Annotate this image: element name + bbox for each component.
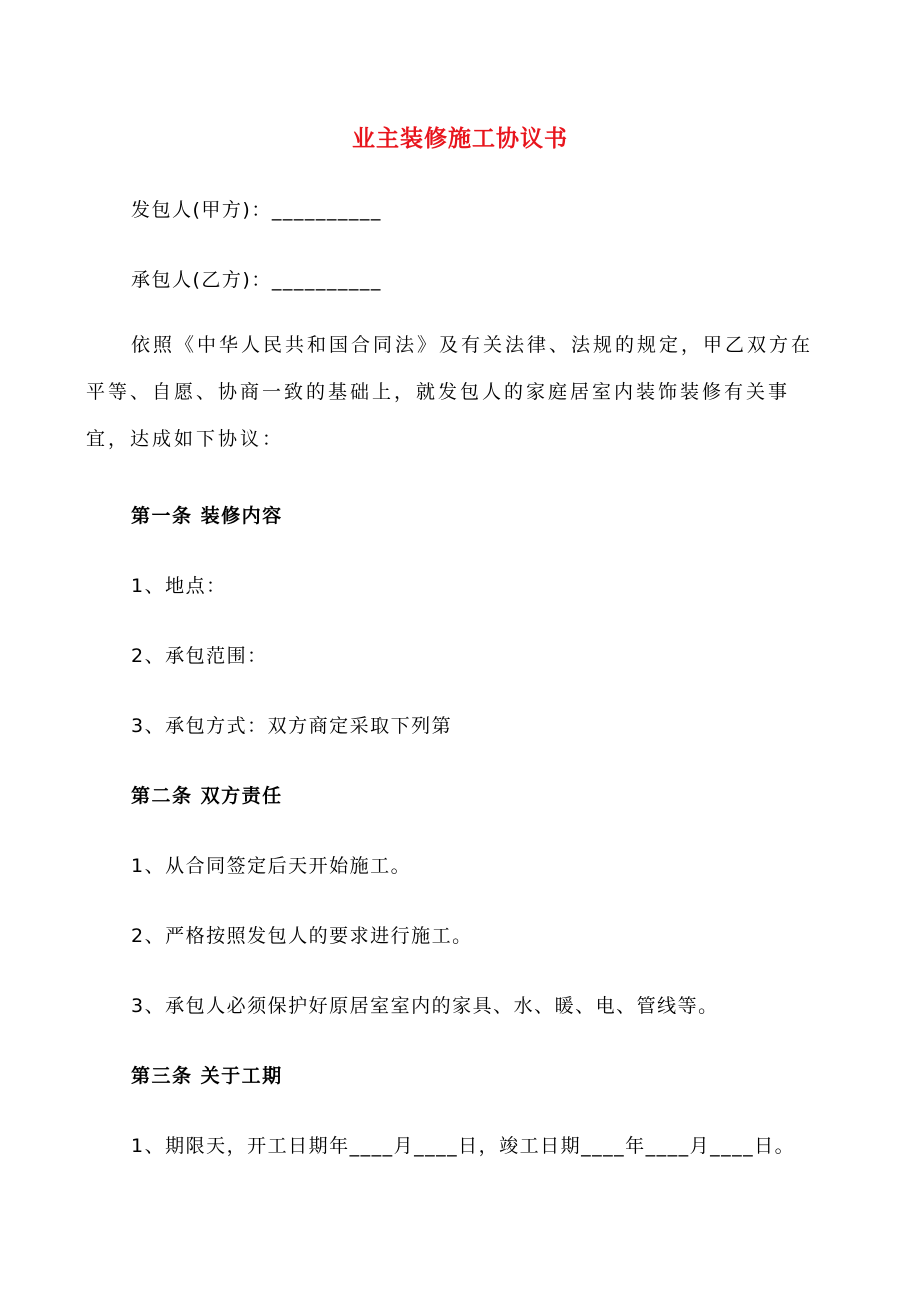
article-2-heading: 第二条 双方责任	[131, 785, 283, 807]
article-2-item: 2、严格按照发包人的要求进行施工。	[131, 925, 473, 947]
article-3-heading: 第三条 关于工期	[131, 1065, 283, 1087]
article-1-item: 3、承包方式：双方商定采取下列第	[131, 715, 453, 737]
party-b-line: 承包人(乙方)：__________	[131, 269, 382, 291]
party-a-line: 发包人(甲方)：__________	[131, 199, 382, 221]
article-1-item: 2、承包范围：	[131, 645, 268, 667]
article-2-item: 3、承包人必须保护好原居室室内的家具、水、暖、电、管线等。	[131, 995, 719, 1017]
preamble-paragraph: 依照《中华人民共和国合同法》及有关法律、法规的规定，甲乙双方在平等、自愿、协商一致的基础上，就发包人的家庭居室内装饰装修有关事宜，达成如下协议：	[86, 334, 814, 450]
article-1-heading: 第一条 装修内容	[131, 505, 283, 527]
document-title: 业主装修施工协议书	[352, 126, 568, 152]
article-1-item: 1、地点：	[131, 575, 227, 597]
article-3-item: 1、期限天，开工日期年____月____日，竣工日期____年____月____日。	[131, 1135, 796, 1157]
article-2-item: 1、从合同签定后天开始施工。	[131, 855, 412, 877]
